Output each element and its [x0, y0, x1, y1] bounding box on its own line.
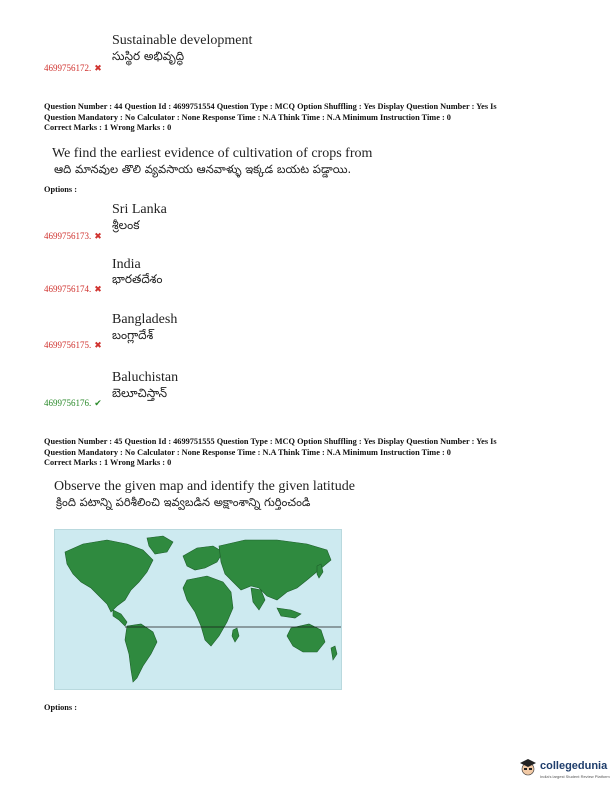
- options-label: Options :: [44, 703, 77, 712]
- brand-name: collegedunia: [540, 760, 608, 772]
- question-meta-line: Question Number : 44 Question Id : 4699751554 Question Type : MCQ Option Shuffling : Yes Display Question Number : Yes Is: [44, 102, 497, 111]
- landmass-north-america: [65, 540, 153, 612]
- option-text-en: Baluchistan: [112, 370, 179, 385]
- question-meta: [44, 437, 584, 469]
- graduate-avatar-icon: [518, 756, 538, 778]
- question-text-te: ఆది మానవుల తొలి వ్యవసాయ ఆనవాళ్ళు ఇక్కడ బయట పడ్డాయి.: [54, 162, 352, 176]
- question-meta: [44, 102, 584, 134]
- option-id-text: 4699756172.: [44, 63, 92, 73]
- wrong-mark-icon: ✖: [94, 340, 102, 350]
- landmass-africa: [183, 576, 233, 646]
- question-marks: Correct Marks : 1 Wrong Marks : 0: [44, 458, 172, 467]
- wrong-mark-icon: ✖: [94, 63, 102, 73]
- landmass-south-america: [125, 624, 157, 682]
- question-meta-line: Question Mandatory : No Calculator : None Response Time : N.A Think Time : N.A Minimum Instruction Time : 0: [44, 112, 451, 122]
- correct-check-icon: ✔: [94, 398, 102, 408]
- world-map-svg: [55, 530, 341, 689]
- option-id-text: 4699756175.: [44, 340, 92, 350]
- landmass-australia: [287, 624, 325, 652]
- option-id: [44, 340, 102, 350]
- landmass-madagascar: [232, 628, 239, 642]
- option-id-text: 4699756176.: [44, 398, 92, 408]
- landmass-central-america: [113, 610, 127, 626]
- question-text-te: క్రింది పటాన్ని పరిశీలించి ఇవ్వబడిన అక్షాంశాన్ని గుర్తించండి: [56, 495, 311, 509]
- option-id-text: 4699756173.: [44, 231, 92, 241]
- option-text-te: సుస్థిర అభివృద్ధి: [112, 49, 185, 63]
- landmass-new-zealand: [331, 646, 337, 660]
- wrong-mark-icon: ✖: [94, 284, 102, 294]
- option-id: [44, 63, 102, 73]
- collegedunia-logo: [518, 750, 608, 786]
- landmass-greenland: [147, 536, 173, 554]
- wrong-mark-icon: ✖: [94, 231, 102, 241]
- world-map-icon: [54, 529, 342, 690]
- landmass-asia: [219, 540, 331, 600]
- option-id: [44, 398, 102, 408]
- option-text-te: శ్రీలంక: [112, 218, 140, 232]
- option-text-en: Sustainable development: [112, 33, 253, 48]
- option-text-te: బంగ్లాదేశ్: [112, 328, 154, 342]
- option-text-en: Bangladesh: [112, 312, 178, 327]
- question-marks: Correct Marks : 1 Wrong Marks : 0: [44, 123, 172, 132]
- option-text-te: భారతదేశం: [112, 272, 163, 286]
- option-id: [44, 284, 102, 294]
- question-text-en: We find the earliest evidence of cultivation of crops from: [52, 146, 373, 161]
- option-text-en: Sri Lanka: [112, 202, 167, 217]
- question-meta-line: Question Mandatory : No Calculator : None Response Time : N.A Think Time : N.A Minimum Instruction Time : 0: [44, 447, 451, 457]
- landmass-indonesia: [277, 608, 301, 618]
- option-text-te: బెలూచిస్తాన్: [112, 386, 168, 400]
- option-text-en: India: [112, 257, 141, 272]
- question-meta-line: Question Number : 45 Question Id : 4699751555 Question Type : MCQ Option Shuffling : Yes Display Question Number : Yes Is: [44, 437, 497, 446]
- option-id-text: 4699756174.: [44, 284, 92, 294]
- landmass-europe: [183, 546, 223, 570]
- brand-tagline: India's largest Student Review Platform: [540, 774, 610, 779]
- option-id: [44, 231, 102, 241]
- options-label: Options :: [44, 185, 77, 194]
- question-text-en: Observe the given map and identify the given latitude: [54, 479, 355, 494]
